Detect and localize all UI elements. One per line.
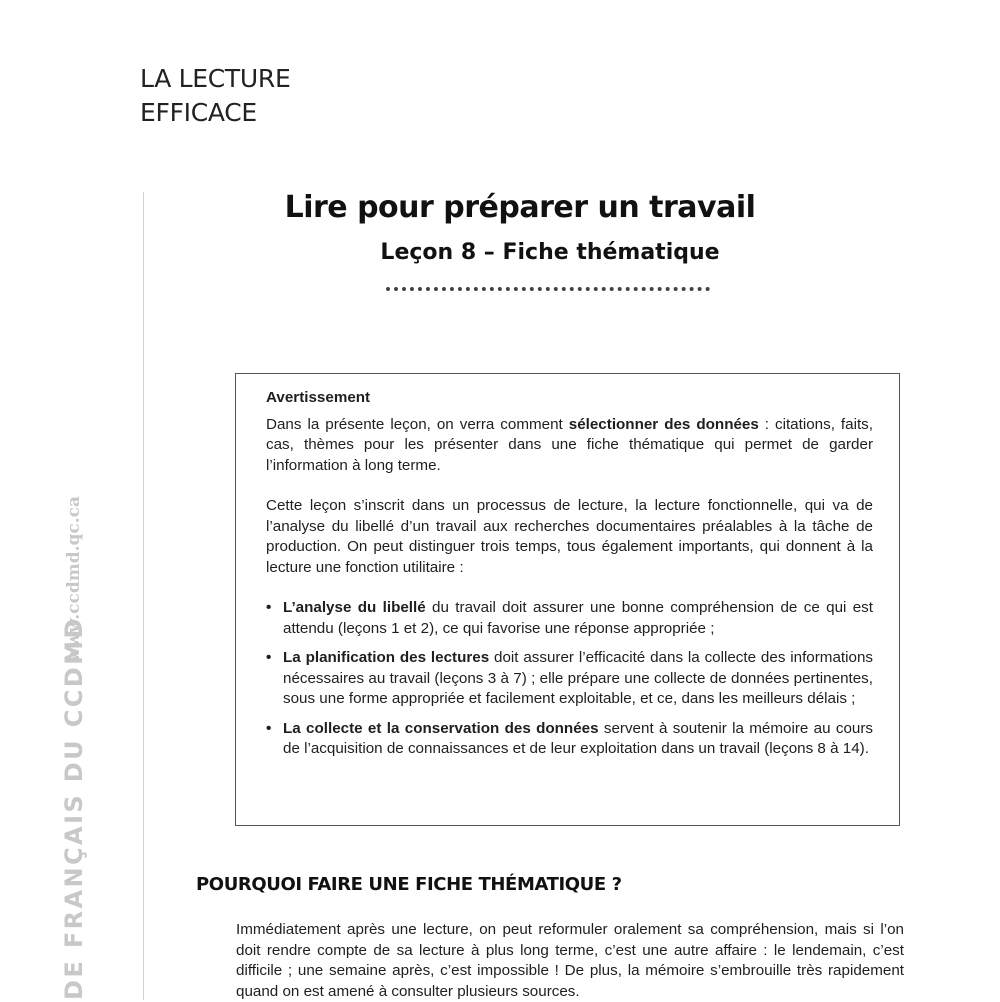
series-title	[140, 62, 290, 130]
bullet-icon: •	[266, 719, 272, 737]
section-heading: POURQUOI FAIRE UNE FICHE THÉMATIQUE ?	[196, 874, 622, 895]
bullet-icon: •	[266, 599, 272, 616]
warning-paragraph-1: Dans la présente leçon, on verra comment sélectionner des données : citations, faits, cas, thèmes pour les présenter dans une fiche thématique qui permet de garder l’information à long terme.	[266, 415, 873, 474]
section-paragraph: Immédiatement après une lecture, on peut reformuler oralement sa compréhension, mais si l’on doit rendre compte de sa lecture à plus long terme, c’est une autre affaire : le lendemain, c’est difficile ; une semaine après, c’est impossible ! De plus, la mémoire s’embrouille très rapidement quand on est amené à consulter plusieurs sources.	[236, 921, 904, 1000]
warning-title: Avertissement	[266, 389, 371, 406]
page-subtitle: Leçon 8 – Fiche thématique	[380, 240, 720, 265]
vertical-sidebar	[60, 480, 140, 1000]
sidebar-divider	[143, 192, 144, 1000]
dotted-separator	[386, 287, 710, 291]
bullet-icon: •	[266, 649, 272, 666]
list-item: • L’analyse du libellé du travail doit assurer une bonne compréhension de ce qui est attendu (leçons 1 et 2), ce qui favorise une réponse appropriée ;	[266, 599, 873, 637]
sidebar-url: www.ccdmd.qc.ca	[64, 495, 84, 662]
list-item: • La planification des lectures doit assurer l’efficacité dans la collecte des informations nécessaires au travail (leçons 3 à 7) ; elle prépare une collecte de données pertinentes, sous une forme appropriée et facilement exploitable, et ce, dans les meilleurs délais ;	[266, 649, 873, 707]
warning-paragraph-2: Cette leçon s’inscrit dans un processus de lecture, la lecture fonctionnelle, qui va de l’analyse du libellé d’un travail aux recherches documentaires préalables à la tâche de production. On peut distinguer trois temps, tous également importants, qui donnent à la lecture une fonction utilitaire :	[266, 497, 873, 576]
series-title-line-1: LA LECTURE	[140, 64, 291, 93]
page-title: Lire pour préparer un travail	[284, 190, 756, 225]
list-item: • La collecte et la conservation des données servent à soutenir la mémoire au cours de l’acquisition de connaissances et de leur exploitation dans un travail (leçons 8 à 14).	[266, 719, 874, 757]
series-title-line-2: EFFICACE	[140, 98, 257, 127]
sidebar-brand: DE FRANÇAIS DU CCDMD	[60, 616, 88, 1000]
warning-list	[266, 598, 873, 760]
warning-box	[235, 373, 900, 826]
